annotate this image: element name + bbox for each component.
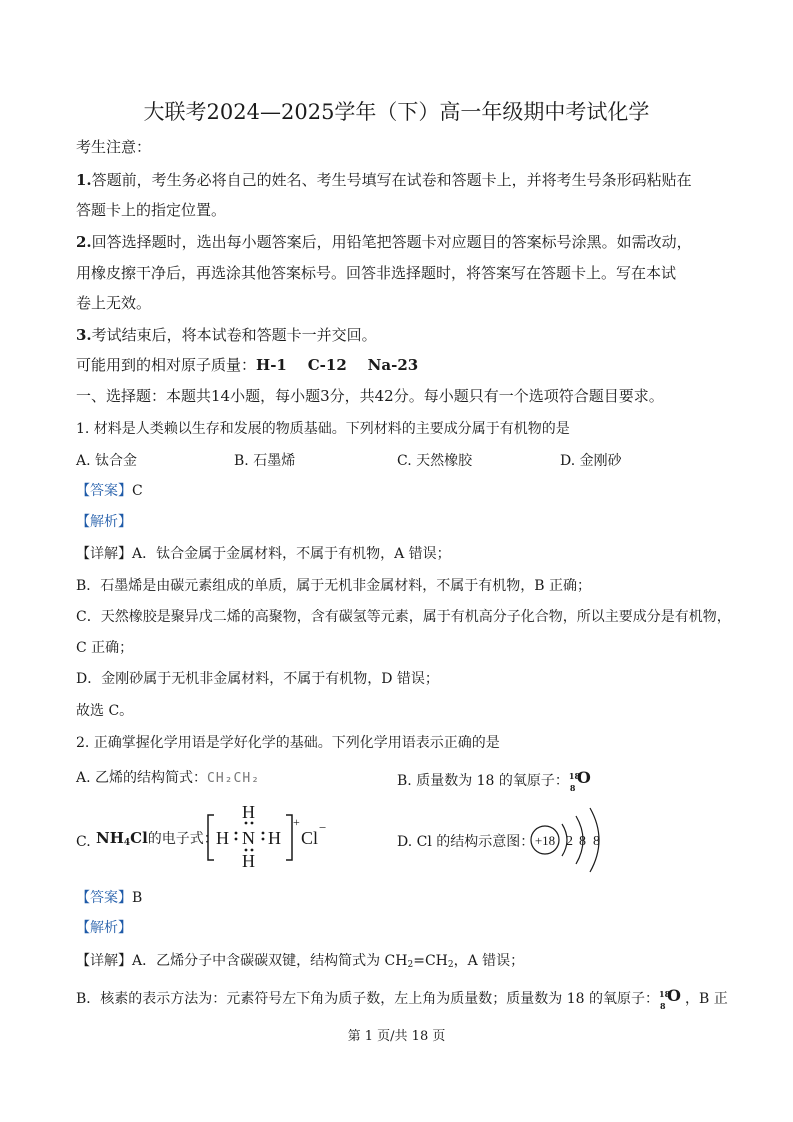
q2-option-d: D. Cl 的结构示意图： — [397, 834, 535, 850]
notice-item-1-cont: 答题卡上的指定位置。 — [76, 201, 227, 219]
svg-text:−: − — [319, 820, 327, 835]
q2-option-b: B. 质量数为 18 的氧原子： 18 8 O — [397, 768, 595, 791]
q1-detail-c-cont: C 正确； — [76, 640, 134, 656]
q2-option-c-compound: $NH_4Cl$的电子式： — [96, 829, 218, 848]
ethylene-formula: CH₂CH₂ — [207, 771, 260, 786]
svg-text:+18: +18 — [534, 833, 556, 848]
notice-heading: 考生注意： — [76, 138, 152, 156]
oxygen-isotope-symbol-inline: 18 8 O — [659, 986, 681, 1011]
q1-answer: 【答案】C — [76, 483, 143, 499]
page-footer: 第 1 页/共 18 页 — [347, 1029, 446, 1044]
svg-text:8: 8 — [579, 834, 586, 849]
atomic-mass-line: 可能用到的相对原子质量：H-1 C-12 Na-23 — [76, 356, 419, 374]
q1-option-d: D. 金刚砂 — [560, 453, 622, 469]
q1-option-a: A. 钛合金 — [76, 453, 138, 469]
q1-option-b: B. 石墨烯 — [234, 453, 296, 469]
page-title: 大联考2024—2025学年（下）高一年级期中考试化学 — [143, 100, 650, 124]
oxygen-isotope-symbol: 18 8 O — [568, 768, 591, 793]
q1-option-c: C. 天然橡胶 — [397, 453, 473, 469]
svg-text:8: 8 — [593, 834, 600, 849]
svg-text:N: N — [242, 828, 255, 848]
svg-text:H: H — [216, 828, 229, 848]
q2-detail-b: B．核素的表示方法为：元素符号左下角为质子数，左上角为质量数；质量数为 18 的氧原子： 18 8 O ，B 正 — [76, 986, 728, 1011]
q2-analysis-tag: 【解析】 — [76, 920, 132, 936]
q1-detail-c: C．天然橡胶是聚异戊二烯的高聚物，含有碳氢等元素，属于有机高分子化合物，所以主要成分是有机物， — [76, 609, 731, 625]
q1-detail-d: D．金刚砂属于无机非金属材料，不属于有机物，D 错误； — [76, 671, 439, 687]
notice-item-2: 2.回答选择题时，选出每小题答案后，用铅笔把答题卡对应题目的答案标号涂黑。如需改动， — [76, 233, 692, 251]
svg-text:2: 2 — [566, 834, 573, 849]
notice-item-2-cont: 用橡皮擦干净后，再选涂其他答案标号。回答非选择题时，将答案写在答题卡上。写在本试 — [76, 264, 677, 282]
q1-analysis-tag: 【解析】 — [76, 514, 132, 530]
cl-atom-structure-diagram — [526, 800, 616, 882]
q2-option-c-label: C. — [76, 834, 91, 850]
q1-detail-b: B．石墨烯是由碳元素组成的单质，属于无机非金属材料，不属于有机物，B 正确； — [76, 578, 592, 594]
q2-stem: 2. 正确掌握化学用语是学好化学的基础。下列化学用语表示正确的是 — [76, 735, 500, 751]
notice-item-1: 1.答题前，考生务必将自己的姓名、考生号填写在试卷和答题卡上，并将考生号条形码粘贴在 — [76, 171, 692, 189]
svg-text:Cl: Cl — [301, 828, 319, 848]
svg-text:+: + — [293, 815, 300, 829]
svg-text:H: H — [242, 802, 255, 822]
notice-item-3: 3.考试结束后，将本试卷和答题卡一并交回。 — [76, 326, 377, 344]
q1-conclusion: 故选 C。 — [76, 703, 134, 719]
q2-answer: 【答案】B — [76, 890, 143, 906]
q1-detail-a: 【详解】A．钛合金属于金属材料，不属于有机物，A 错误； — [76, 546, 451, 562]
notice-item-2-cont2: 卷上无效。 — [76, 294, 152, 312]
section-heading: 一、选择题：本题共14小题，每小题3分，共42分。每小题只有一个选项符合题目要求。 — [76, 387, 664, 405]
svg-text:H: H — [242, 851, 255, 871]
q2-option-a: A. 乙烯的结构简式：CH₂CH₂ — [76, 770, 260, 786]
svg-text:H: H — [268, 828, 281, 848]
q2-detail-a: 【详解】A．乙烯分子中含碳碳双键，结构简式为 $CH_2=CH_2$，A 错误； — [76, 953, 525, 970]
electron-dot-formula — [204, 800, 334, 872]
q1-stem: 1. 材料是人类赖以生存和发展的物质基础。下列材料的主要成分属于有机物的是 — [76, 421, 570, 437]
